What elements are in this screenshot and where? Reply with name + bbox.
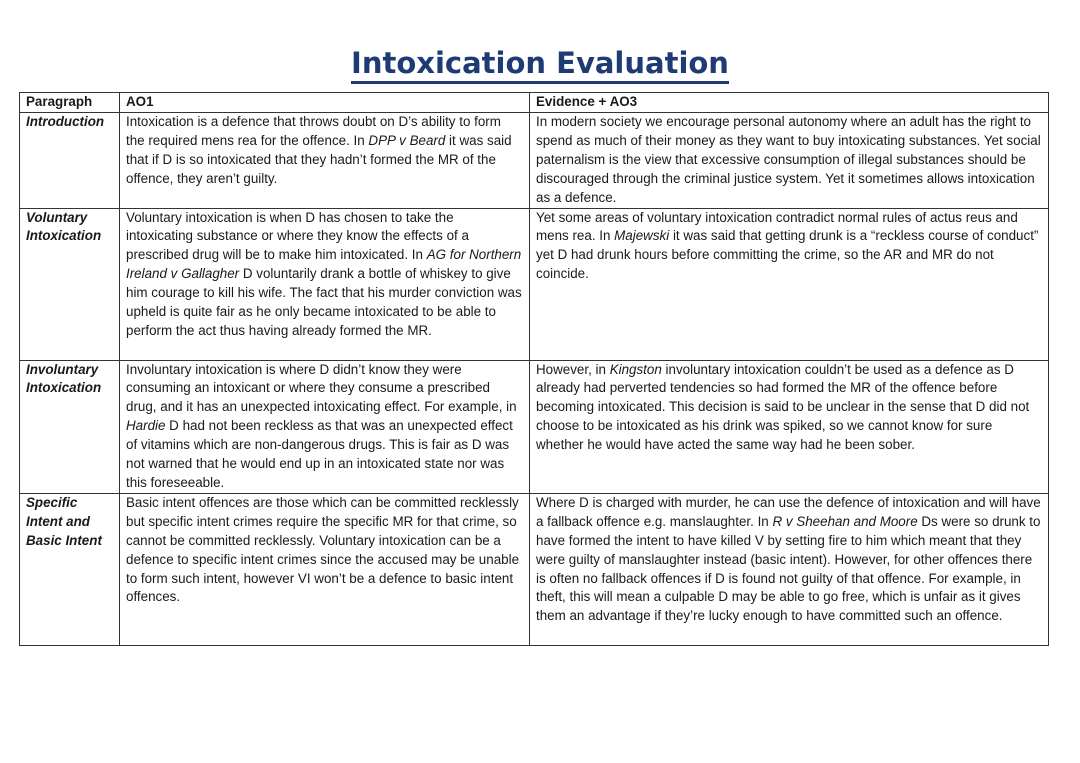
cell-ao1-introduction xyxy=(120,113,530,209)
cell-text: In modern society we encourage personal autonomy where an adult has the right to spend as much of their money as they want to buy intoxicating substances. Yet social paternalism is the view that excessive consumption of illegal substances should be discouraged through the criminal justice system. Yet it sometimes allows intoxication as a defence. xyxy=(536,114,1041,205)
row-label-text: Introduction xyxy=(26,114,105,129)
header-ao1: AO1 xyxy=(120,93,530,113)
row-label-line: Involuntary xyxy=(26,361,99,377)
row-label-line: Intoxication xyxy=(26,228,102,244)
case-name: AG for Northern Ireland v Gallagher xyxy=(126,247,522,282)
cell-text: Ds were so drunk to have formed the intent to have killed V by setting fire to him which meant that they were guilty of manslaughter instead (basic intent). However, for other offences there is often no fallback offences if D is found not guilty of that offence. For example, in theft, this will mean a culpable D may be able to go free, which is unfair as it gives them an advantage if they’re lucky enough to have committed such an offence. xyxy=(536,513,1041,624)
row-label-line: Voluntary xyxy=(26,209,88,225)
cell-ao3-voluntary xyxy=(530,208,1049,360)
table-row-involuntary-intoxication xyxy=(20,360,1049,493)
cell-text: Yet some areas of voluntary intoxication contradict normal rules of actus reus and mens rea. In xyxy=(536,209,1018,244)
cell-text: Voluntary intoxication is when D has chosen to take the intoxicating substance or where they know the effects of a prescribed drug will be to make him intoxicated. In xyxy=(126,209,469,263)
cell-ao1-specific-basic xyxy=(120,493,530,645)
row-label-line: Basic Intent xyxy=(26,532,102,548)
row-label-line: Intent and xyxy=(26,513,90,529)
cell-ao3-involuntary xyxy=(530,360,1049,493)
row-label-line: Intoxication xyxy=(26,380,102,396)
cell-text: Where D is charged with murder, he can use the defence of intoxication and will have a fallback offence e.g. manslaughter. In xyxy=(536,494,1041,529)
case-name: Hardie xyxy=(126,418,166,434)
cell-text: However, in xyxy=(536,361,610,377)
row-label-line: Specific xyxy=(26,494,78,510)
header-paragraph: Paragraph xyxy=(20,93,120,113)
case-name: DPP v Beard xyxy=(368,132,446,148)
case-name: R v Sheehan and Moore xyxy=(772,513,918,529)
case-name: Kingston xyxy=(609,361,662,377)
case-name: Majewski xyxy=(614,228,670,244)
table-row-specific-basic-intent xyxy=(20,493,1049,645)
row-label-specific-basic-intent xyxy=(20,493,120,645)
evaluation-table xyxy=(19,92,1049,646)
table-row-introduction xyxy=(20,113,1049,209)
document-title xyxy=(0,46,1080,80)
cell-text: involuntary intoxication couldn’t be used as a defence as D already had perverted tendencies so had formed the MR of the offence before becoming intoxicated. This decision is said to be unclear in the sense that D did not choose to be intoxicated as his drink was spiked, so we cannot know for sure whether he would have acted the same way had he been sober. xyxy=(536,361,1030,453)
cell-text: Involuntary intoxication is where D didn’t know they were consuming an intoxicant or where they consume a prescribed drug, and it has an unexpected intoxicating effect. For example, in xyxy=(126,361,517,415)
title-text: Intoxication Evaluation xyxy=(351,46,729,84)
cell-ao3-specific-basic xyxy=(530,493,1049,645)
cell-ao1-involuntary xyxy=(120,360,530,493)
row-label-involuntary-intoxication xyxy=(20,360,120,493)
cell-text: it was said that if D is so intoxicated that they hadn’t formed the MR of the offence, they aren’t guilty. xyxy=(126,132,512,186)
table-row-voluntary-intoxication xyxy=(20,208,1049,360)
row-label-voluntary-intoxication xyxy=(20,208,120,360)
cell-text: D had not been reckless as that was an unexpected effect of vitamins which are non-dangerous drugs. This is fair as D was not warned that he would end up in an intoxicated state nor was this foreseeable. xyxy=(126,418,513,490)
cell-text: Intoxication is a defence that throws doubt on D’s ability to form the required mens rea for the offence. In xyxy=(126,114,501,148)
cell-ao3-introduction xyxy=(530,113,1049,209)
cell-text: Basic intent offences are those which can be committed recklessly but specific intent crimes require the specific MR for that crime, so cannot be committed recklessly. Voluntary intoxication can be a defence to specific intent crimes since the accused may be unable to form such intent, however VI won’t be a defence to basic intent offences. xyxy=(126,494,520,605)
header-evidence-ao3: Evidence + AO3 xyxy=(530,93,1049,113)
row-label-introduction xyxy=(20,113,120,209)
cell-ao1-voluntary xyxy=(120,208,530,360)
table-header-row xyxy=(20,93,1049,113)
cell-text: D voluntarily drank a bottle of whiskey to give him courage to kill his wife. The fact that his murder conviction was upheld is quite fair as he only became intoxicated to be able to perform the act thus having already formed the MR. xyxy=(126,266,522,338)
cell-text: it was said that getting drunk is a “reckless course of conduct” yet D had drunk hours before committing the crime, so the AR and MR do not coincide. xyxy=(536,228,1039,282)
